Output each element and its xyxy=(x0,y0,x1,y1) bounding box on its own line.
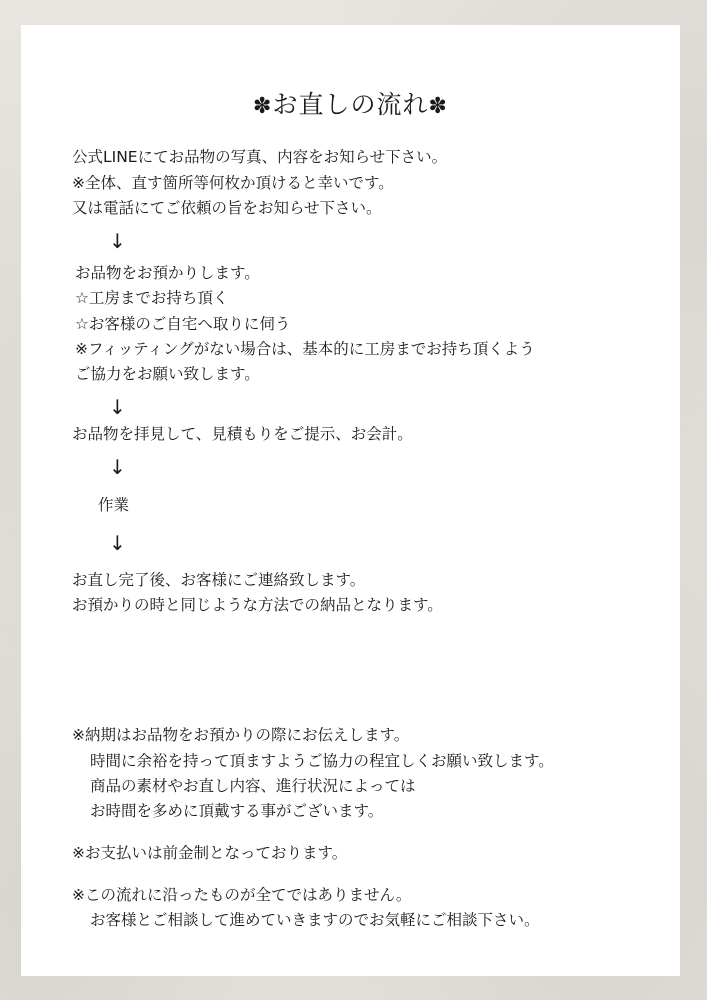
page-title-text: お直しの流れ xyxy=(272,90,429,119)
down-arrow-icon: ↓ xyxy=(109,395,126,419)
down-arrow-icon: ↓ xyxy=(109,455,126,479)
down-arrow-icon: ↓ xyxy=(109,229,126,253)
step2-line-5: ご協力をお願い致します。 xyxy=(75,365,260,383)
note1-line-4: お時間を多めに頂戴する事がございます。 xyxy=(90,802,384,820)
flower-ornament-right-icon: ✽ xyxy=(428,94,448,119)
step1-line-2: ※全体、直す箇所等何枚か頂けると幸いです。 xyxy=(72,174,394,192)
down-arrow-icon: ↓ xyxy=(109,531,126,555)
step2-line-4: ※フィッティングがない場合は、基本的に工房までお持ち頂くよう xyxy=(75,340,535,358)
step4-line-1: 作業 xyxy=(98,496,130,514)
note1-line-2: 時間に余裕を持って頂ますようご協力の程宜しくお願い致します。 xyxy=(90,752,554,770)
note1-line-1: ※納期はお品物をお預かりの際にお伝えします。 xyxy=(72,726,410,744)
note1-line-3: 商品の素材やお直し内容、進行状況によっては xyxy=(90,777,416,795)
note3-line-1: ※この流れに沿ったものが全てではありません。 xyxy=(72,886,412,904)
step2-line-1: お品物をお預かりします。 xyxy=(75,264,260,282)
step5-line-2: お預かりの時と同じような方法での納品となります。 xyxy=(72,596,443,614)
note2-line-1: ※お支払いは前金制となっております。 xyxy=(72,844,348,862)
page-title xyxy=(21,89,680,123)
note3-line-2: お客様とご相談して進めていきますのでお気軽にご相談下さい。 xyxy=(90,911,540,929)
step1-line-1: 公式LINEにてお品物の写真、内容をお知らせ下さい。 xyxy=(72,148,448,166)
flower-ornament-left-icon: ✽ xyxy=(253,94,273,119)
step2-line-3: ☆お客様のご自宅へ取りに伺う xyxy=(75,315,291,333)
document-page xyxy=(21,25,680,976)
step3-line-1: お品物を拝見して、見積もりをご提示、お会計。 xyxy=(72,425,413,443)
step1-line-3: 又は電話にてご依頼の旨をお知らせ下さい。 xyxy=(72,199,382,217)
step2-line-2: ☆工房までお持ち頂く xyxy=(75,289,229,307)
step5-line-1: お直し完了後、お客様にご連絡致します。 xyxy=(72,571,366,589)
